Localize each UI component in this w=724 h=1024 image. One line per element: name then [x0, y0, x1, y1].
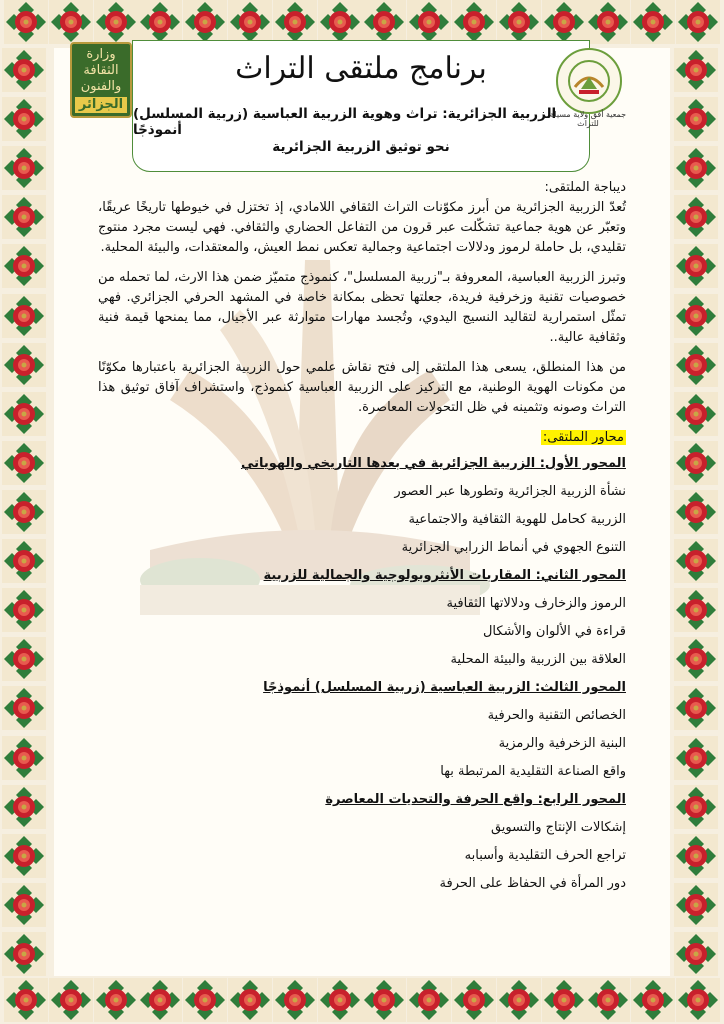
flower-ornament-icon: [273, 978, 317, 1022]
flower-ornament-icon: [674, 294, 718, 338]
flower-ornament-icon: [2, 97, 46, 141]
flower-ornament-icon: [138, 978, 182, 1022]
axis-1-point: نشأة الزربية الجزائرية وتطورها عبر العصور: [394, 484, 626, 499]
axis-2-title: المحور الثاني: المقاربات الأنثروبولوجية والجمالية للزربية: [263, 568, 626, 583]
axis-2-point: قراءة في الألوان والأشكال: [482, 624, 626, 639]
flower-ornament-icon: [228, 978, 272, 1022]
flower-ornament-icon: [2, 195, 46, 239]
axis-4-point: تراجع الحرف التقليدية وأسبابه: [464, 848, 626, 863]
flower-ornament-icon: [362, 978, 406, 1022]
intro-paragraph-1: تُعدّ الزربية الجزائرية من أبرز مكوّنات التراث الثقافي اللامادي، إذ تختزل في خيوطها تاريخًا عريقًا، وتعبّر عن هوية جماعية تشكّلت عبر قرون من التفاعل الحضاري والثقافي. فهي ليست مجرد منتوج تقليدي، بل حاملة لرموز ودلالات اجتماعية وجمالية تعكس نمط العيش، والمعتقدات، والبيئة المحلية.: [98, 200, 626, 255]
flower-ornament-icon: [2, 48, 46, 92]
axis-4-point: دور المرأة في الحفاظ على الحرفة: [439, 876, 626, 891]
flower-ornament-icon: [2, 637, 46, 681]
flower-ornament-icon: [2, 146, 46, 190]
flower-ornament-icon: [318, 978, 362, 1022]
flower-ornament-icon: [94, 0, 138, 44]
flower-ornament-icon: [4, 978, 48, 1022]
axes-label-line: [98, 428, 626, 448]
flower-ornament-icon: [2, 932, 46, 976]
association-emblem-icon: [565, 57, 613, 105]
flower-ornament-icon: [228, 0, 272, 44]
flower-ornament-icon: [49, 978, 93, 1022]
flower-ornament-icon: [2, 834, 46, 878]
flower-ornament-icon: [2, 539, 46, 583]
floral-border-right: [674, 44, 722, 980]
axis-3-point: الخصائص التقنية والحرفية: [487, 708, 626, 723]
flower-ornament-icon: [674, 736, 718, 780]
flower-ornament-icon: [2, 490, 46, 534]
flower-ornament-icon: [2, 392, 46, 436]
flower-ornament-icon: [674, 441, 718, 485]
floral-border-left: [2, 44, 50, 980]
flower-ornament-icon: [631, 978, 675, 1022]
flower-ornament-icon: [586, 0, 630, 44]
flower-ornament-icon: [674, 195, 718, 239]
flower-ornament-icon: [452, 978, 496, 1022]
flower-ornament-icon: [674, 785, 718, 829]
flower-ornament-icon: [49, 0, 93, 44]
axis-2-point: العلاقة بين الزربية والبيئة المحلية: [450, 652, 626, 667]
flower-ornament-icon: [318, 0, 362, 44]
axis-3-point: واقع الصناعة التقليدية المرتبطة بها: [440, 764, 626, 779]
flower-ornament-icon: [542, 0, 586, 44]
flower-ornament-icon: [407, 0, 451, 44]
flower-ornament-icon: [183, 0, 227, 44]
flower-ornament-icon: [674, 392, 718, 436]
header-subtitle-2: نحو توثيق الزربية الجزائرية: [272, 139, 450, 155]
flower-ornament-icon: [674, 637, 718, 681]
flower-ornament-icon: [674, 932, 718, 976]
flower-ornament-icon: [2, 736, 46, 780]
flower-ornament-icon: [674, 686, 718, 730]
flower-ornament-icon: [674, 244, 718, 288]
flower-ornament-icon: [2, 883, 46, 927]
axes-label: محاور الملتقى:: [542, 430, 624, 445]
flower-ornament-icon: [2, 686, 46, 730]
flower-ornament-icon: [94, 978, 138, 1022]
flower-ornament-icon: [676, 978, 720, 1022]
flower-ornament-icon: [2, 588, 46, 632]
association-logo-text: جمعية أفق ولاية مسيلة للتراث: [549, 110, 627, 128]
flower-ornament-icon: [542, 978, 586, 1022]
main-content: [98, 178, 626, 902]
axis-3-title: المحور الثالث: الزربية العباسية (زربية المسلسل) أنموذجًا: [263, 680, 626, 695]
ministry-logo-line: وزارة: [86, 47, 116, 62]
flower-ornament-icon: [674, 48, 718, 92]
axis-1-point: التنوع الجهوي في أنماط الزرابي الجزائرية: [401, 540, 626, 555]
intro-label: ديباجة الملتقى:: [544, 180, 626, 195]
flower-ornament-icon: [631, 0, 675, 44]
intro-paragraph-3: من هذا المنطلق، يسعى هذا الملتقى إلى فتح نقاش علمي حول الزربية الجزائرية باعتبارها مكوّنًا من مكونات الهوية الوطنية، مع التركيز على الزربية العباسية كنموذج، واستشراف آفاق توثيق هذا التراث وصونه وتثمينه في ظل التحولات المعاصرة.: [98, 360, 626, 415]
flower-ornament-icon: [674, 490, 718, 534]
flower-ornament-icon: [674, 588, 718, 632]
page-title: برنامج ملتقى التراث: [235, 51, 487, 86]
axis-2-point: الرموز والزخارف ودلالاتها الثقافية: [446, 596, 626, 611]
axis-1-title: المحور الأول: الزربية الجزائرية في بعدها التاريخي والهوياتي: [240, 456, 626, 471]
flower-ornament-icon: [407, 978, 451, 1022]
axis-4-point: إشكالات الإنتاج والتسويق: [490, 820, 626, 835]
flower-ornament-icon: [2, 785, 46, 829]
association-logo: [556, 48, 622, 114]
flower-ornament-icon: [452, 0, 496, 44]
ministry-logo-line: والفنون: [80, 79, 122, 94]
flower-ornament-icon: [273, 0, 317, 44]
flower-ornament-icon: [674, 343, 718, 387]
flower-ornament-icon: [2, 294, 46, 338]
axis-1-point: الزربية كحامل للهوية الثقافية والاجتماعية: [408, 512, 626, 527]
header-subtitle: الزربية الجزائرية: تراث وهوية الزربية العباسية (زربية المسلسل) أنموذجًا: [133, 106, 557, 138]
flower-ornament-icon: [183, 978, 227, 1022]
ministry-logo-band: الجزائر: [75, 97, 127, 113]
ministry-logo-line: الثقافة: [83, 63, 119, 78]
flower-ornament-icon: [4, 0, 48, 44]
flower-ornament-icon: [497, 978, 541, 1022]
header-box: [132, 40, 590, 172]
flower-ornament-icon: [2, 441, 46, 485]
flower-ornament-icon: [674, 834, 718, 878]
intro-paragraph-2: وتبرز الزربية العباسية، المعروفة بـ"زربية المسلسل"، كنموذج متميّز ضمن هذا الارث، لما تحمله من خصوصيات تقنية وزخرفية فريدة، جعلتها تحظى بمكانة خاصة في المشهد الحرفي الجزائري. فهي تمثّل استمرارية لتقاليد النسيج اليدوي، وتُجسد مهارات متوارثة عبر الأجيال، مما يمنحها قيمة فنية وثقافية عالية..: [98, 270, 626, 345]
flower-ornament-icon: [674, 539, 718, 583]
flower-ornament-icon: [674, 97, 718, 141]
flower-ornament-icon: [674, 146, 718, 190]
flower-ornament-icon: [586, 978, 630, 1022]
flower-ornament-icon: [362, 0, 406, 44]
floral-border-bottom: [0, 978, 724, 1024]
flower-ornament-icon: [2, 244, 46, 288]
flower-ornament-icon: [676, 0, 720, 44]
flower-ornament-icon: [2, 343, 46, 387]
flower-ornament-icon: [674, 883, 718, 927]
flower-ornament-icon: [497, 0, 541, 44]
axis-4-title: المحور الرابع: واقع الحرفة والتحديات المعاصرة: [325, 792, 626, 807]
flower-ornament-icon: [138, 0, 182, 44]
axis-3-point: البنية الزخرفية والرمزية: [498, 736, 626, 751]
ministry-logo: [70, 42, 132, 118]
